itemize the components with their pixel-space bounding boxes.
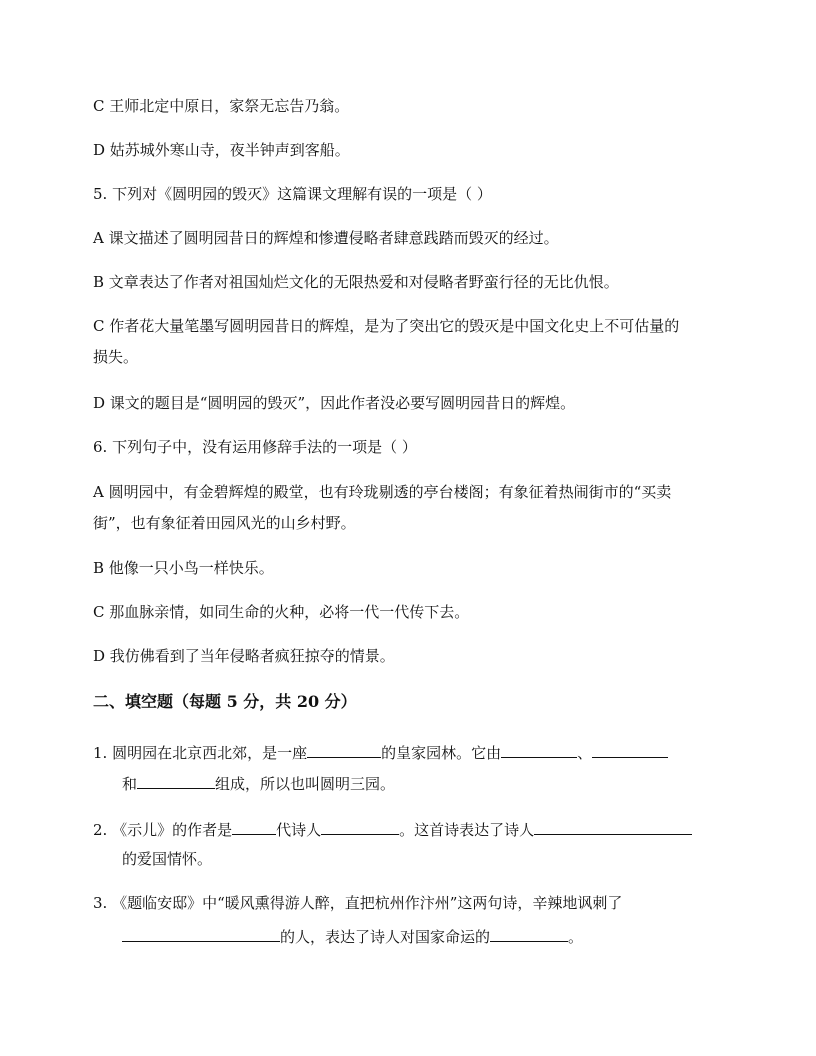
fill-1-line2 <box>122 772 395 794</box>
fill-2-text-b: 代诗人 <box>276 821 322 839</box>
fill-3-text-b: 的人，表达了诗人对国家命运的 <box>280 928 491 946</box>
q6-option-d: D 我仿佛看到了当年侵略者疯狂掠夺的情景。 <box>93 647 395 665</box>
q5-option-c-line1: C 作者花大量笔墨写圆明园昔日的辉煌，是为了突出它的毁灭是中国文化史上不可估量的 <box>93 317 680 335</box>
fill-2-line2: 的爱国情怀。 <box>122 850 213 868</box>
q6-option-b: B 他像一只小鸟一样快乐。 <box>93 559 274 577</box>
fill-2-text-a: 2. 《示儿》的作者是 <box>93 821 233 839</box>
fill-3-text-c: 。 <box>568 928 584 946</box>
section-2-heading: 二、填空题（每题 5 分，共 20 分） <box>93 692 357 711</box>
fill-2-text-c: 。这首诗表达了诗人 <box>399 821 535 839</box>
fill-1-text-d: 和 <box>122 775 138 793</box>
fill-1-blank-4[interactable] <box>137 772 215 789</box>
fill-1-text-c: 、 <box>577 744 593 762</box>
q5-option-d: D 课文的题目是“圆明园的毁灭”，因此作者没必要写圆明园昔日的辉煌。 <box>93 394 576 412</box>
q5-option-a: A 课文描述了圆明园昔日的辉煌和惨遭侵略者肆意践踏而毁灭的经过。 <box>93 229 559 247</box>
fill-2-blank-1[interactable] <box>232 818 276 835</box>
fill-3-line2 <box>122 925 583 947</box>
q6-option-a-line2: 街”，也有象征着田园风光的山乡村野。 <box>93 514 356 532</box>
q6-option-c: C 那血脉亲情，如同生命的火种，必将一代一代传下去。 <box>93 603 470 621</box>
fill-1-text-b: 的皇家园林。它由 <box>381 744 502 762</box>
fill-3-blank-2[interactable] <box>490 925 568 942</box>
fill-1-blank-3[interactable] <box>592 741 668 758</box>
fill-1-blank-2[interactable] <box>501 741 577 758</box>
question-5: 5. 下列对《圆明园的毁灭》这篇课文理解有误的一项是（ ） <box>93 185 492 203</box>
q5-option-b: B 文章表达了作者对祖国灿烂文化的无限热爱和对侵略者野蛮行径的无比仇恨。 <box>93 273 619 291</box>
fill-2-blank-3[interactable] <box>534 818 692 835</box>
q6-option-a-line1: A 圆明园中，有金碧辉煌的殿堂，也有玲珑剔透的亭台楼阁；有象征着热闹街市的“买卖 <box>93 483 672 501</box>
fill-1-blank-1[interactable] <box>307 741 381 758</box>
fill-1-text-e: 组成，所以也叫圆明三园。 <box>215 775 396 793</box>
q4-option-d: D 姑苏城外寒山寺，夜半钟声到客船。 <box>93 141 350 159</box>
fill-3-blank-1[interactable] <box>122 925 280 942</box>
fill-2-blank-2[interactable] <box>321 818 399 835</box>
fill-1-text-a: 1. 圆明园在北京西北郊，是一座 <box>93 744 308 762</box>
q5-option-c-line2: 损失。 <box>93 348 139 366</box>
fill-3-line1: 3. 《题临安邸》中“暖风熏得游人醉，直把杭州作汴州”这两句诗，辛辣地讽刺了 <box>93 894 623 912</box>
fill-1-line1 <box>93 741 668 763</box>
fill-2-line1 <box>93 818 692 840</box>
question-6: 6. 下列句子中，没有运用修辞手法的一项是（ ） <box>93 438 417 456</box>
q4-option-c: C 王师北定中原日，家祭无忘告乃翁。 <box>93 97 350 115</box>
